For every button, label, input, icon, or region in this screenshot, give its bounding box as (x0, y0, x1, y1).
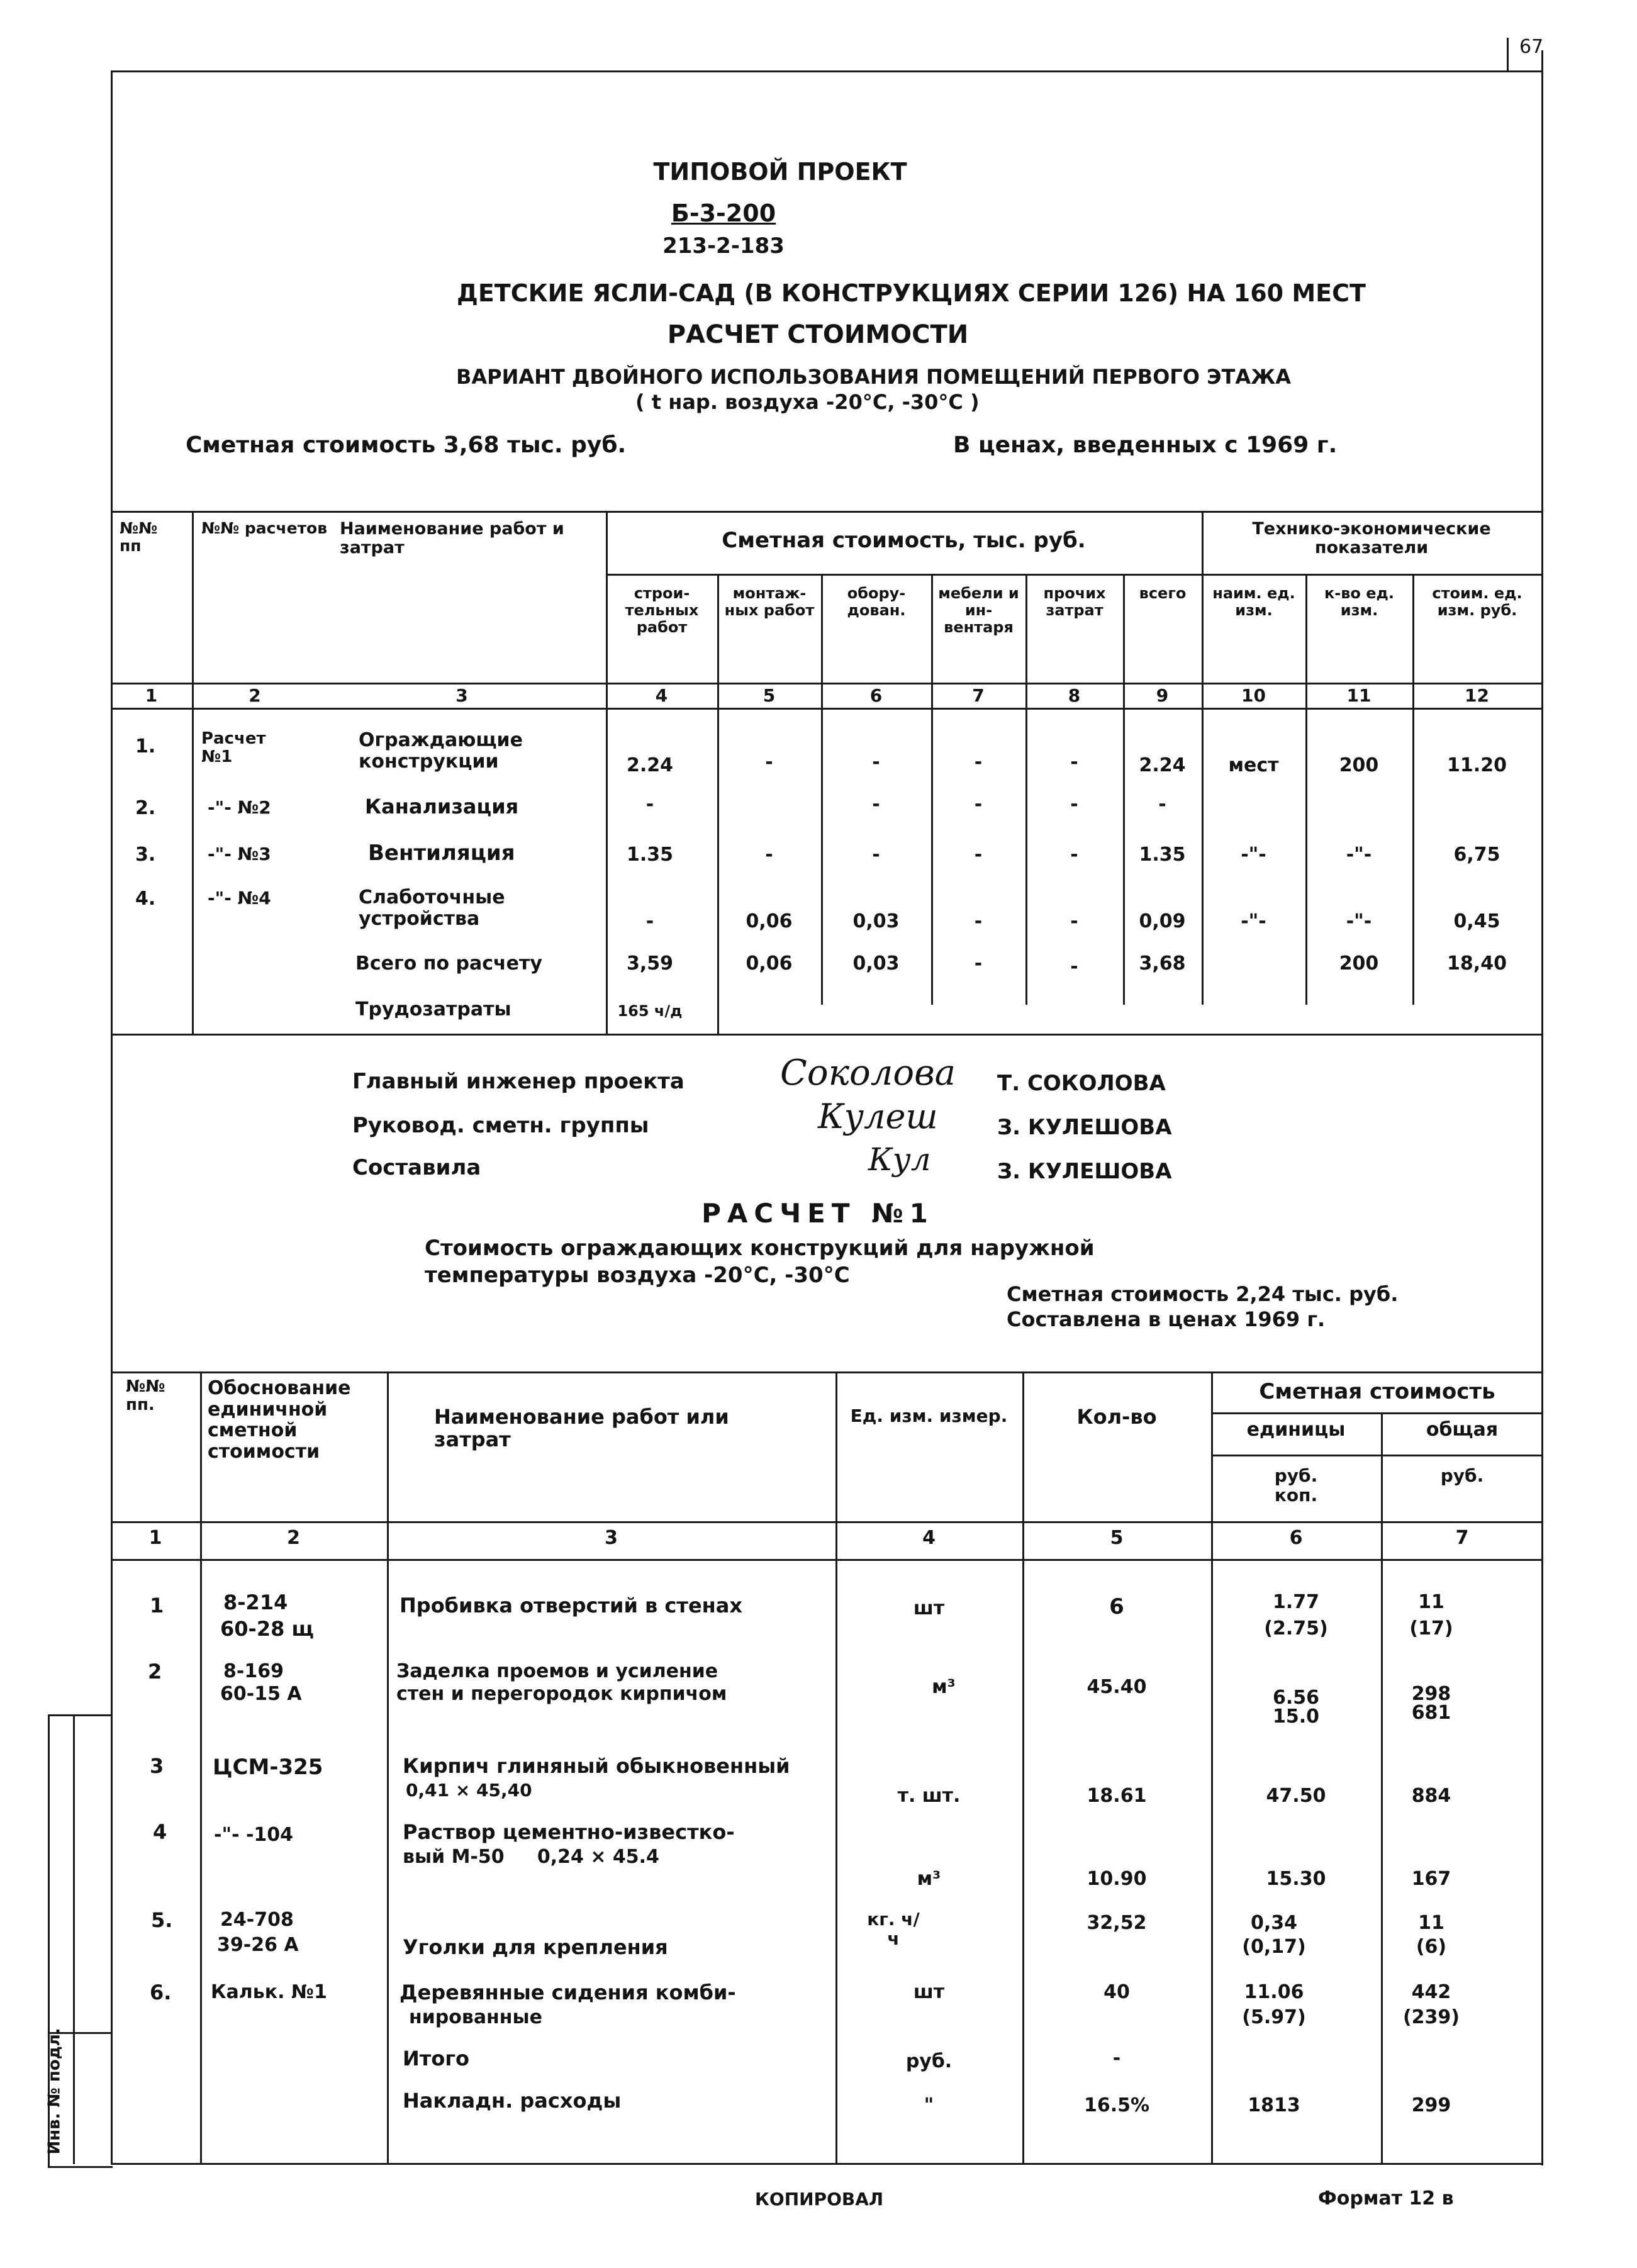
calc1-prices: Составлена в ценах 1969 г. (1007, 1307, 1326, 1331)
t1-h-other: прочих затрат (1043, 584, 1106, 619)
calc1-title: РАСЧЕТ №1 (701, 1198, 934, 1229)
t1-num: 1. (135, 735, 156, 757)
footer-copied: КОПИРОВАЛ (755, 2189, 884, 2209)
t1-col-line (1123, 574, 1125, 1005)
t2-name-1: Заделка проемов и усиление (396, 1660, 718, 1682)
t2-name-1: Пробивка отверстий в стенах (399, 1594, 742, 1617)
t1-calc: -"- №2 (208, 797, 271, 818)
t1-col-line (1025, 574, 1027, 1005)
t2-total-2: 681 (1411, 1702, 1451, 1724)
t1-name: Всего по расчету (355, 952, 542, 975)
project-title: ТИПОВОЙ ПРОЕКТ (653, 158, 907, 186)
t2-num: 6. (150, 1980, 172, 2004)
t2-basis-1: 8-214 (223, 1590, 288, 1614)
t1-c4: 1.35 (626, 844, 674, 866)
variant-line: ВАРИАНТ ДВОЙНОГО ИСПОЛЬЗОВАНИЯ ПОМЕЩЕНИЙ ПЕРВОГО ЭТАЖА (456, 365, 1292, 389)
t2-line (111, 1371, 1543, 1373)
group-role: Руковод. сметн. группы (352, 1113, 649, 1138)
t2-price-1: 1.77 (1272, 1591, 1320, 1613)
t2-total-1: 11 (1418, 1912, 1444, 1934)
t2-total-2: (17) (1409, 1617, 1453, 1640)
t1-calc: Расчет №1 (201, 729, 266, 767)
t1-colnum: 5 (763, 685, 776, 706)
t2-unit: шт (913, 1597, 945, 1619)
calc1-subtitle-1: Стоимость ограждающих конструкций для наружной (425, 1236, 1095, 1261)
t2-col-line (387, 1371, 389, 2164)
t1-c12: 6,75 (1453, 844, 1500, 866)
t2-num: 1 (150, 1594, 164, 1617)
author-signature: Кул (868, 1141, 931, 1178)
t2-basis-2: 60-28 щ (220, 1617, 314, 1641)
t2-num: 2 (148, 1660, 162, 1684)
t2-unit: шт (913, 1981, 945, 2003)
t2-basis-1: 24-708 (220, 1909, 294, 1931)
t1-c5: - (765, 844, 773, 866)
t1-c8: - (1070, 956, 1078, 978)
t2-unit: м³ (932, 1676, 956, 1698)
t2-qty: 6 (1109, 1594, 1124, 1619)
t1-h-unit-cost: стоим. ед. изм. руб. (1432, 584, 1522, 619)
t1-line (111, 1034, 1543, 1036)
t2-line (1211, 1412, 1543, 1414)
t1-c6: - (872, 844, 880, 866)
t1-h-furniture: мебели и ин-вентаря (938, 584, 1019, 636)
group-signature: Кулеш (818, 1097, 938, 1136)
t1-colnum: 2 (249, 685, 261, 706)
t2-line (1211, 1455, 1543, 1456)
side-stamp-label: Инв. № подл. (45, 2028, 64, 2155)
t2-price-1: 15.30 (1266, 1868, 1326, 1890)
t1-col-line (821, 574, 823, 1005)
t1-c11: 200 (1339, 952, 1379, 975)
t2-h-name: Наименование работ или затрат (434, 1405, 729, 1451)
t1-c4: 165 ч/д (617, 1002, 683, 1020)
t2-basis-1: Кальк. №1 (211, 1981, 327, 2003)
t1-c7: - (974, 793, 983, 815)
doc-title: РАСЧЕТ СТОИМОСТИ (667, 320, 969, 349)
t1-h-installation: монтаж-ных работ (724, 584, 815, 619)
t2-name-2: стен и перегородок кирпичом (396, 1683, 727, 1705)
t1-c4: - (645, 793, 654, 815)
t2-unit: руб. (905, 2050, 953, 2072)
t2-line (111, 1521, 1543, 1523)
t2-price-1: 47.50 (1266, 1785, 1326, 1807)
t1-c11: -"- (1346, 844, 1372, 866)
price-line: В ценах, введенных с 1969 г. (953, 432, 1338, 458)
chief-name: Т. СОКОЛОВА (997, 1071, 1166, 1096)
t2-price-1: 11.06 (1244, 1981, 1304, 2003)
t1-colnum: 8 (1068, 685, 1081, 706)
t2-qty: 45.40 (1087, 1676, 1147, 1698)
t1-c9: 2.24 (1139, 754, 1186, 776)
temp-line: ( t нар. воздуха -20°С, -30°С ) (635, 390, 980, 414)
t1-name: Ограждающие конструкции (359, 729, 523, 773)
t2-h-rub: руб. (1440, 1465, 1484, 1486)
t1-colnum: 4 (655, 685, 668, 706)
t1-c11: -"- (1346, 910, 1372, 932)
calc1-subtitle-2: температуры воздуха -20°С, -30°С (425, 1263, 850, 1288)
t1-c4: - (645, 910, 654, 932)
t1-h-equipment: обору-дован. (847, 584, 906, 619)
t2-total-2: (6) (1416, 1936, 1447, 1958)
t2-total-1: 884 (1411, 1785, 1451, 1807)
page-number: 67 (1519, 36, 1544, 58)
t2-price-1: 1813 (1248, 2094, 1300, 2116)
t2-unit: кг. ч/ч (867, 1909, 920, 1950)
t2-basis-2: 39-26 А (217, 1934, 299, 1956)
t1-line (606, 574, 1543, 576)
t1-calc: -"- №3 (208, 844, 271, 864)
t2-colnum: 4 (922, 1527, 936, 1549)
t1-c5: 0,06 (746, 910, 793, 932)
t2-name-2: 0,41 × 45,40 (406, 1780, 532, 1801)
t1-colnum: 1 (145, 685, 158, 706)
t2-total-1: 299 (1411, 2094, 1451, 2116)
t2-num: 4 (153, 1820, 167, 1844)
t1-c5: 0,06 (746, 952, 793, 975)
t2-line (111, 1559, 1543, 1561)
t1-h-num: №№ пп (120, 519, 158, 555)
t1-c7: - (974, 844, 983, 866)
t1-h-name: Наименование работ и затрат (340, 519, 564, 558)
t1-colnum: 12 (1465, 685, 1489, 706)
t2-name-1: Накладн. расходы (403, 2089, 622, 2113)
t1-h-total: всего (1139, 584, 1187, 602)
t2-name-1: Кирпич глиняный обыкновенный (403, 1754, 790, 1778)
t2-colnum: 7 (1455, 1527, 1469, 1549)
footer-format: Формат 12 в (1318, 2187, 1454, 2209)
t1-c9: 0,09 (1139, 910, 1186, 932)
t2-num: 5. (151, 1908, 173, 1932)
t1-c12: 11.20 (1447, 754, 1507, 776)
project-code: Б-3-200 (671, 199, 776, 227)
t2-h-basis: Обоснование единичной сметной стоимости (208, 1377, 351, 1463)
t1-h-construction: строи-тельных работ (625, 584, 699, 636)
t1-name: Вентиляция (368, 841, 515, 866)
t2-qty: 40 (1103, 1981, 1130, 2003)
t2-basis-1: 8-169 (223, 1660, 284, 1682)
t2-basis-1: ЦСМ-325 (213, 1755, 323, 1780)
t1-h-cost-group: Сметная стоимость, тыс. руб. (722, 528, 1086, 553)
t2-name-2: нированные (409, 2006, 542, 2028)
t2-qty: - (1112, 2047, 1121, 2069)
frame-bottom (111, 2163, 1543, 2165)
t1-c6: - (872, 751, 880, 773)
t2-name-1: Раствор цементно-известко- (403, 1820, 735, 1844)
t1-c10: -"- (1241, 910, 1266, 932)
side-stamp-divider (73, 1714, 75, 2164)
group-name: З. КУЛЕШОВА (997, 1115, 1172, 1140)
t2-price-2: 15.0 (1272, 1706, 1320, 1728)
t1-col-line (192, 511, 194, 1036)
t1-c9: - (1158, 793, 1166, 815)
t1-calc: -"- №4 (208, 888, 271, 908)
t2-price-2: (2.75) (1264, 1617, 1328, 1640)
calc1-cost: Сметная стоимость 2,24 тыс. руб. (1007, 1282, 1399, 1306)
t1-line (111, 511, 1543, 513)
t2-h-total: общая (1426, 1419, 1499, 1441)
t1-c6: - (872, 793, 880, 815)
project-code-2: 213-2-183 (662, 233, 785, 259)
t2-basis-2: 60-15 А (220, 1683, 302, 1705)
t1-h-unit-count: к-во ед. изм. (1324, 584, 1395, 619)
t1-c7: - (974, 910, 983, 932)
t2-name-2: вый М-50 0,24 × 45.4 (403, 1846, 659, 1868)
t1-c10: -"- (1241, 844, 1266, 866)
t2-colnum: 6 (1289, 1527, 1303, 1549)
t1-colnum: 7 (972, 685, 985, 706)
t1-line (111, 683, 1543, 684)
t1-c9: 3,68 (1139, 952, 1186, 975)
t1-c7: - (974, 751, 983, 773)
t1-c6: 0,03 (852, 910, 900, 932)
t2-colnum: 1 (148, 1527, 162, 1549)
t1-h-unit-name: наим. ед. изм. (1212, 584, 1295, 619)
t2-h-rub-kop: руб. коп. (1274, 1465, 1318, 1506)
t1-colnum: 9 (1156, 685, 1169, 706)
t2-total-1: 11 (1418, 1591, 1444, 1613)
t2-price-2: (0,17) (1242, 1936, 1306, 1958)
frame-top (111, 70, 1543, 72)
t2-name-1: Деревянные сидения комби- (399, 1980, 736, 2004)
t1-colnum: 3 (455, 685, 468, 706)
t2-colnum: 2 (287, 1527, 300, 1549)
chief-signature: Соколова (780, 1053, 956, 1093)
t1-c4: 3,59 (626, 952, 674, 975)
t2-col-line (1022, 1371, 1024, 2164)
t2-qty: 10.90 (1087, 1868, 1147, 1890)
t1-name: Канализация (365, 795, 519, 818)
t1-c4: 2.24 (626, 754, 674, 776)
t1-c6: 0,03 (852, 952, 900, 975)
t2-price-1: 6.56 (1272, 1687, 1320, 1709)
t1-c11: 200 (1339, 754, 1379, 776)
t1-col-line (931, 574, 933, 1005)
t1-colnum: 10 (1241, 685, 1266, 706)
t1-h-tech-group: Технико-экономические показатели (1252, 519, 1491, 558)
t1-num: 4. (135, 888, 156, 910)
t2-col-line (1211, 1371, 1213, 2164)
t2-h-unit-price: единицы (1246, 1419, 1346, 1441)
t2-h-unit: Ед. изм. измер. (850, 1405, 1008, 1426)
t2-total-2: (239) (1402, 2006, 1460, 2028)
t2-basis-1: -"- -104 (214, 1824, 294, 1846)
t1-c5: - (765, 751, 773, 773)
t2-total-1: 167 (1411, 1868, 1451, 1890)
t1-c10: мест (1228, 754, 1279, 776)
t2-h-num: №№ пп. (126, 1377, 165, 1415)
t1-c9: 1.35 (1139, 844, 1186, 866)
t2-price-1: 0,34 (1250, 1912, 1298, 1934)
t1-c8: - (1070, 910, 1078, 932)
t1-c12: 18,40 (1447, 952, 1507, 975)
t2-colnum: 3 (605, 1527, 618, 1549)
t2-total-1: 298 (1411, 1683, 1451, 1705)
t2-unit: м³ (917, 1868, 941, 1890)
t2-qty: 16.5% (1083, 2094, 1150, 2116)
t1-line (111, 708, 1543, 710)
t1-name: Слаботочные устройства (359, 886, 505, 930)
t1-num: 2. (135, 797, 156, 819)
t2-col-line (835, 1371, 837, 2164)
t1-col-line (1412, 574, 1414, 1005)
t1-c8: - (1070, 751, 1078, 773)
t1-num: 3. (135, 844, 156, 866)
t1-c8: - (1070, 844, 1078, 866)
t2-price-2: (5.97) (1242, 2006, 1306, 2028)
t2-num: 3 (150, 1754, 164, 1778)
t2-unit: т. шт. (897, 1785, 961, 1807)
t1-colnum: 6 (869, 685, 883, 706)
frame-right (1541, 50, 1543, 2165)
t1-h-calc: №№ расчетов (201, 519, 328, 537)
author-name: З. КУЛЕШОВА (997, 1159, 1172, 1184)
page-num-tick (1507, 38, 1509, 70)
t2-h-qty: Кол-во (1076, 1405, 1157, 1429)
t1-colnum: 11 (1346, 685, 1372, 706)
t2-colnum: 5 (1110, 1527, 1124, 1549)
t2-name-1: Итого (403, 2047, 470, 2070)
object-name: ДЕТСКИЕ ЯСЛИ-САД (В КОНСТРУКЦИЯХ СЕРИИ 126) НА 160 МЕСТ (457, 279, 1366, 307)
t2-qty: 18.61 (1087, 1785, 1147, 1807)
t2-unit: " (924, 2094, 934, 2116)
t1-c12: 0,45 (1453, 910, 1500, 932)
t1-c7: - (974, 952, 983, 975)
t1-col-line (1305, 574, 1307, 1005)
chief-role: Главный инженер проекта (352, 1069, 684, 1094)
t2-total-1: 442 (1411, 1981, 1451, 2003)
t1-name: Трудозатраты (355, 998, 511, 1020)
t2-h-cost-group: Сметная стоимость (1259, 1379, 1495, 1404)
t2-name-2: Уголки для крепления (403, 1935, 668, 1959)
t1-c8: - (1070, 793, 1078, 815)
cost-line: Сметная стоимость 3,68 тыс. руб. (186, 432, 627, 458)
t2-qty: 32,52 (1087, 1912, 1147, 1934)
t2-col-line (200, 1371, 202, 2164)
author-role: Составила (352, 1155, 481, 1180)
